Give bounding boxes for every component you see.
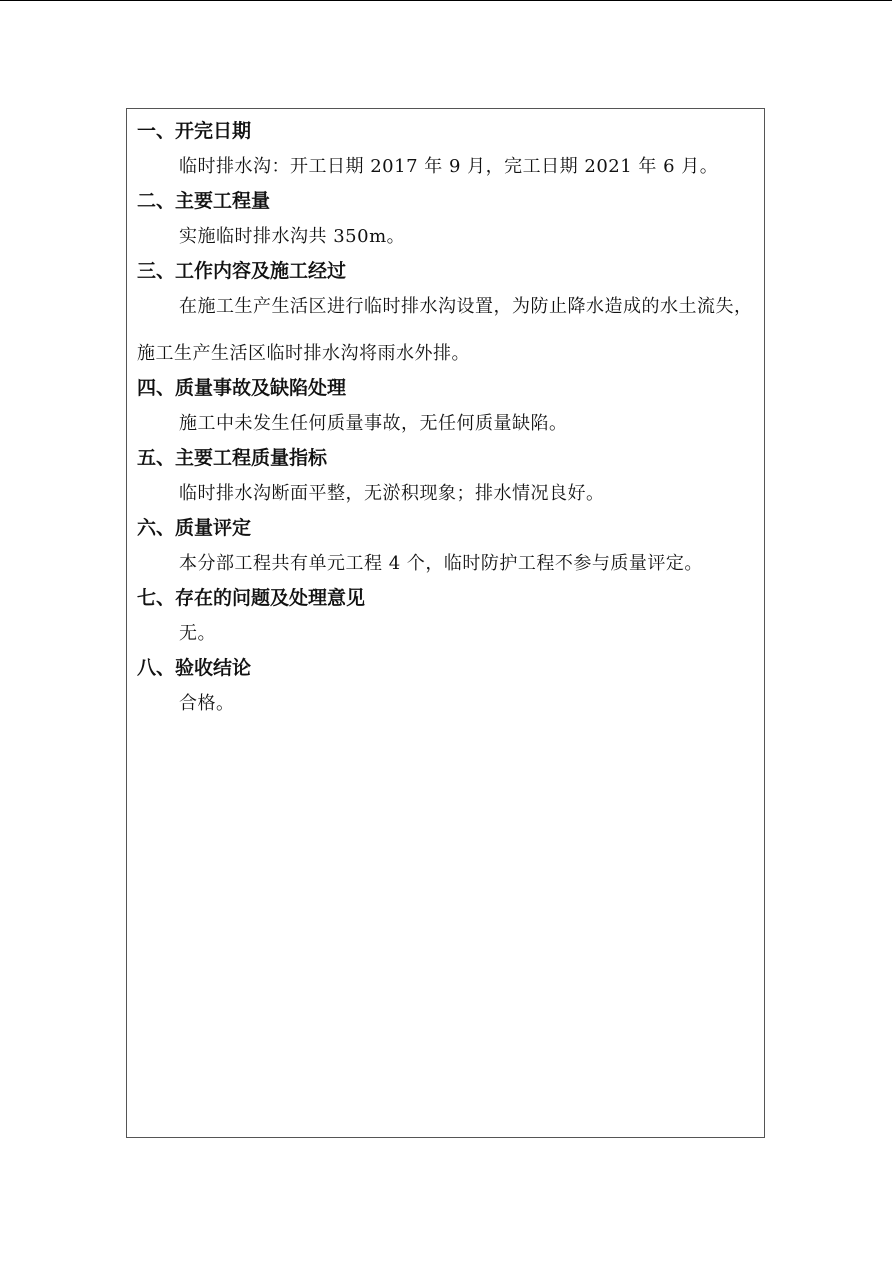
section-heading: 六、质量评定 [137, 517, 252, 539]
section-paragraph: 临时排水沟：开工日期 2017 年 9 月，完工日期 2021 年 6 月。 [179, 156, 719, 177]
section-heading: 一、开完日期 [137, 120, 252, 142]
section-heading: 四、质量事故及缺陷处理 [137, 377, 347, 399]
page-top-rule [0, 0, 892, 1]
section-problems [137, 586, 756, 657]
section-heading: 三、工作内容及施工经过 [137, 260, 347, 282]
section-paragraph: 实施临时排水沟共 350m。 [179, 226, 406, 247]
section-heading: 二、主要工程量 [137, 190, 271, 212]
document-content [137, 119, 756, 727]
section-work-content [137, 259, 756, 377]
section-start-end-dates [137, 119, 756, 190]
section-paragraph: 在施工生产生活区进行临时排水沟设置，为防止降水造成的水土流失，施工生产生活区临时排水沟将雨水外排。 [137, 296, 753, 364]
section-main-quantities [137, 189, 756, 260]
document-frame [126, 108, 765, 1138]
section-paragraph: 合格。 [179, 693, 235, 714]
section-quality-accidents [137, 376, 756, 447]
section-heading: 八、验收结论 [137, 657, 252, 679]
section-heading: 五、主要工程质量指标 [137, 447, 328, 469]
section-heading: 七、存在的问题及处理意见 [137, 587, 366, 609]
section-paragraph: 临时排水沟断面平整，无淤积现象；排水情况良好。 [179, 483, 605, 504]
section-quality-assessment [137, 516, 756, 587]
section-conclusion [137, 656, 756, 727]
section-quality-indicators [137, 446, 756, 517]
section-paragraph: 施工中未发生任何质量事故，无任何质量缺陷。 [179, 413, 568, 434]
section-paragraph: 无。 [179, 623, 216, 644]
section-paragraph: 本分部工程共有单元工程 4 个，临时防护工程不参与质量评定。 [179, 553, 703, 574]
